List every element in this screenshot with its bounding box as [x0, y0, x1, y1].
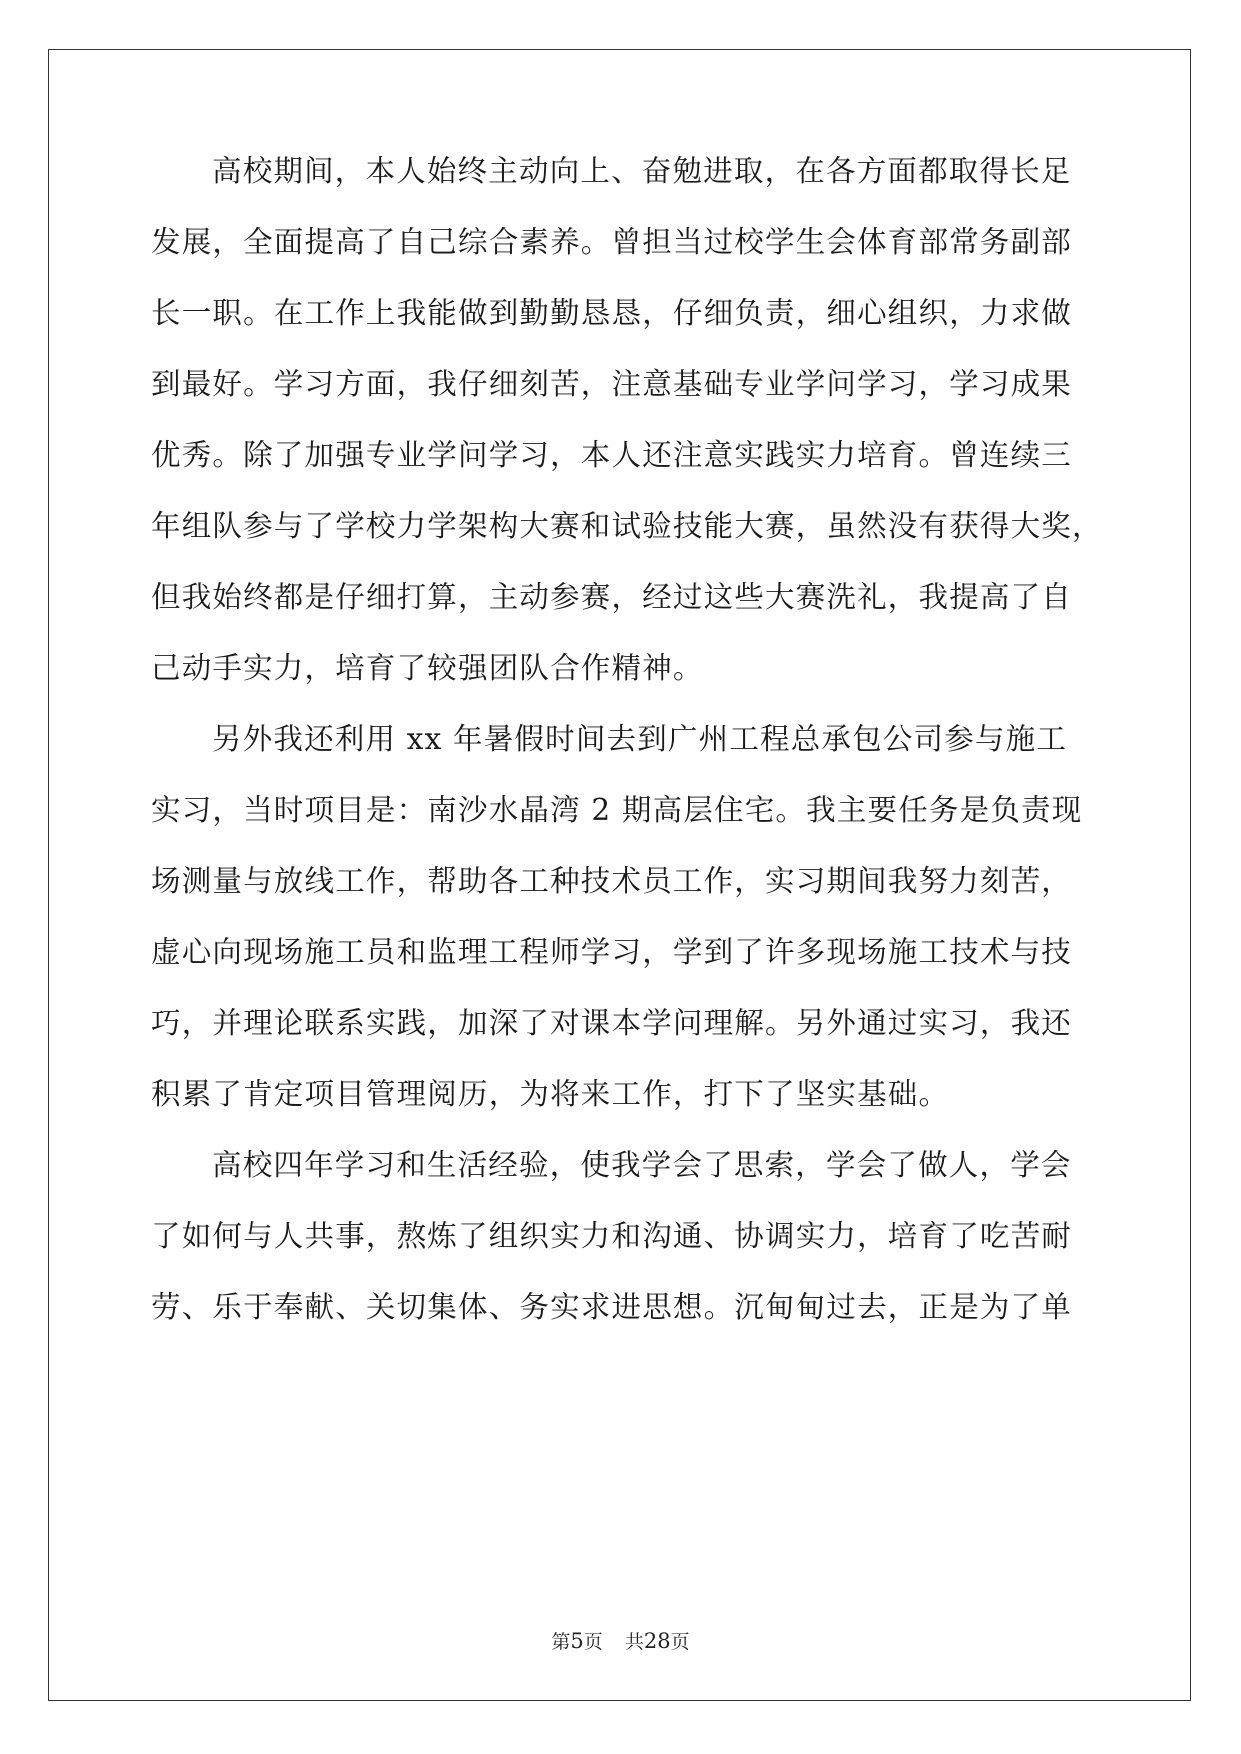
paragraph-3-line-1: 高校四年学习和生活经验，使我学会了思索，学会了做人，学会: [212, 1148, 1072, 1182]
paragraph-2-line-2: 实习，当时项目是：南沙水晶湾 2 期高层住宅。我主要任务是负责现: [151, 793, 1083, 827]
paragraph-1-line-5: 优秀。除了加强专业学问学习，本人还注意实践实力培育。曾连续三: [151, 438, 1073, 472]
paragraph-1-line-6: 年组队参与了学校力学架构大赛和试验技能大赛，虽然没有获得大奖，: [151, 509, 1103, 543]
paragraph-1-line-1: 高校期间，本人始终主动向上、奋勉进取，在各方面都取得长足: [212, 154, 1072, 188]
paragraph-2-line-3: 场测量与放线工作，帮助各工种技术员工作，实习期间我努力刻苦，: [151, 864, 1073, 898]
paragraph-1-line-8: 己动手实力，培育了较强团队合作精神。: [151, 651, 704, 685]
paragraph-1-line-7: 但我始终都是仔细打算，主动参赛，经过这些大赛洗礼，我提高了自: [151, 580, 1073, 614]
paragraph-2-line-5: 巧，并理论联系实践，加深了对课本学问理解。另外通过实习，我还: [151, 1006, 1073, 1040]
total-pages: 28: [643, 1629, 671, 1653]
paragraph-2-line-4: 虚心向现场施工员和监理工程师学习，学到了许多现场施工技术与技: [151, 935, 1073, 969]
page-number: 5: [570, 1629, 584, 1653]
paragraph-3-line-3: 劳、乐于奉献、关切集体、务实求进思想。沉甸甸过去，正是为了单: [151, 1290, 1073, 1324]
paragraph-2-line-1: 另外我还利用 xx 年暑假时间去到广州工程总承包公司参与施工: [212, 722, 1068, 756]
paragraph-1-line-2: 发展，全面提高了自己综合素养。曾担当过校学生会体育部常务副部: [151, 225, 1073, 259]
paragraph-1-line-3: 长一职。在工作上我能做到勤勤恳恳，仔细负责，细心组织，力求做: [151, 296, 1073, 330]
page-label-suffix: 页: [583, 1631, 603, 1653]
page-label-prefix: 第: [551, 1631, 571, 1653]
total-label-prefix: 共: [624, 1631, 644, 1653]
total-label-suffix: 页: [670, 1631, 690, 1653]
paragraph-2-line-6: 积累了肯定项目管理阅历，为将来工作，打下了坚实基础。: [151, 1077, 950, 1111]
paragraph-1-line-4: 到最好。学习方面，我仔细刻苦，注意基础专业学问学习，学习成果: [151, 367, 1073, 401]
page-footer: [0, 1629, 1241, 1654]
paragraph-3-line-2: 了如何与人共事，熬炼了组织实力和沟通、协调实力，培育了吃苦耐: [151, 1219, 1073, 1253]
